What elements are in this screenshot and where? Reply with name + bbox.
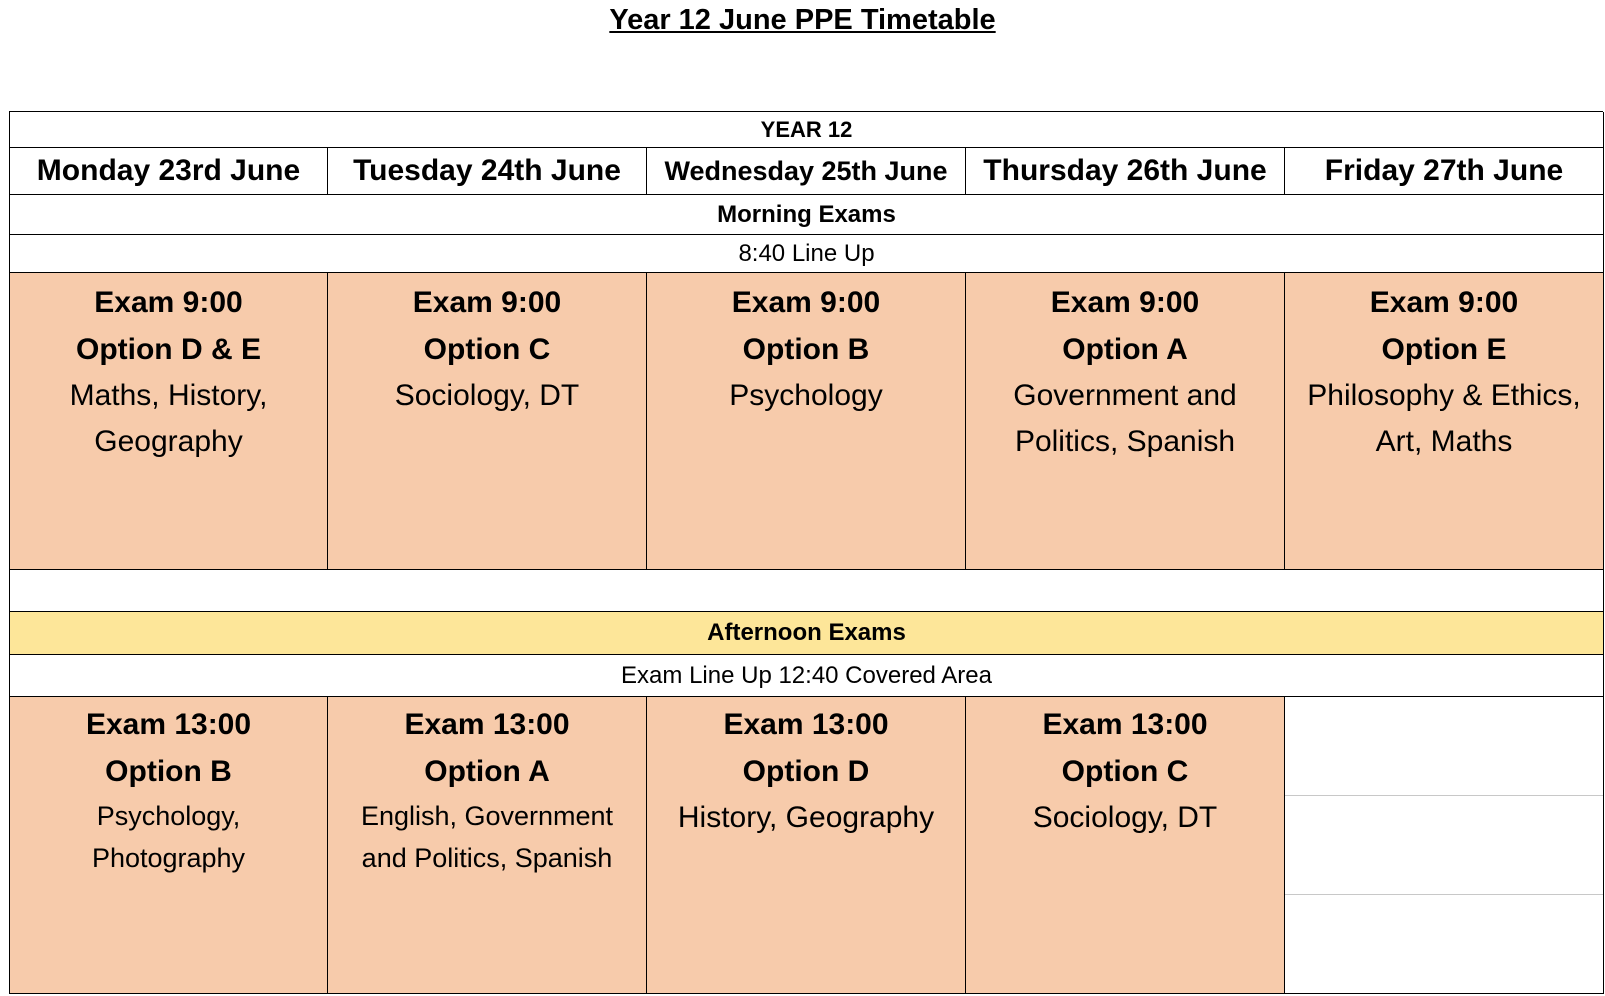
afternoon-exam-monday — [10, 697, 328, 994]
timetable-grid — [9, 111, 1603, 994]
day-header-thursday: Thursday 26th June — [966, 148, 1285, 195]
morning-lineup: 8:40 Line Up — [10, 235, 1604, 273]
morning-exams-heading: Morning Exams — [10, 195, 1604, 235]
exam-subjects-line: and Politics, Spanish — [361, 843, 613, 873]
day-header-tuesday: Tuesday 24th June — [328, 148, 647, 195]
day-header-monday: Monday 23rd June — [10, 148, 328, 195]
exam-time: Exam 13:00 — [1042, 708, 1208, 741]
afternoon-exam-tuesday — [328, 697, 647, 994]
exam-option: Option E — [1381, 333, 1507, 366]
exam-subjects-line: Psychology — [729, 379, 883, 412]
exam-option: Option A — [1062, 333, 1188, 366]
exam-subjects-line: Maths, History, — [69, 379, 268, 412]
exam-subjects-line: Psychology, — [96, 801, 241, 831]
empty-subcell — [1285, 895, 1603, 993]
day-header-wednesday: Wednesday 25th June — [647, 148, 966, 195]
empty-subcell — [1285, 697, 1603, 796]
exam-time: Exam 13:00 — [723, 708, 889, 741]
afternoon-empty-friday — [1285, 697, 1604, 994]
exam-option: Option C — [423, 333, 551, 366]
exam-subjects-line: Sociology, DT — [1032, 801, 1218, 834]
exam-time: Exam 9:00 — [94, 286, 243, 319]
page-title: Year 12 June PPE Timetable — [609, 4, 996, 36]
afternoon-exams-heading: Afternoon Exams — [10, 612, 1604, 655]
morning-exam-wednesday — [647, 273, 966, 570]
exam-option: Option D — [742, 755, 870, 788]
year-label: YEAR 12 — [10, 112, 1604, 148]
afternoon-exam-wednesday — [647, 697, 966, 994]
exam-subjects-line: Government and — [1013, 379, 1237, 412]
exam-time: Exam 13:00 — [85, 708, 252, 741]
day-header-friday: Friday 27th June — [1285, 148, 1604, 195]
exam-subjects-line: Politics, Spanish — [1014, 425, 1236, 458]
exam-option: Option D & E — [76, 333, 261, 366]
morning-exam-friday — [1285, 273, 1604, 570]
exam-subjects-line: Philosophy & Ethics, — [1307, 379, 1581, 412]
exam-time: Exam 9:00 — [412, 286, 562, 319]
exam-subjects-line: English, Government — [360, 801, 614, 831]
exam-subjects-line: Sociology, DT — [394, 379, 580, 412]
empty-subcell — [1285, 796, 1603, 895]
afternoon-exam-thursday — [966, 697, 1285, 994]
exam-time: Exam 9:00 — [731, 286, 881, 319]
exam-subjects-line: Art, Maths — [1375, 425, 1513, 458]
exam-option: Option B — [105, 755, 232, 788]
exam-subjects-line: Photography — [91, 843, 246, 873]
exam-time: Exam 13:00 — [404, 708, 570, 741]
exam-option: Option B — [742, 333, 870, 366]
spacer-row — [10, 570, 1604, 612]
exam-time: Exam 9:00 — [1369, 286, 1519, 319]
exam-option: Option C — [1061, 755, 1189, 788]
morning-exam-thursday — [966, 273, 1285, 570]
afternoon-lineup: Exam Line Up 12:40 Covered Area — [10, 655, 1604, 697]
exam-subjects-line: History, Geography — [677, 801, 935, 834]
exam-option: Option A — [424, 755, 550, 788]
morning-exam-tuesday — [328, 273, 647, 570]
morning-exam-monday — [10, 273, 328, 570]
exam-time: Exam 9:00 — [1050, 286, 1200, 319]
exam-subjects-line: Geography — [94, 425, 243, 458]
